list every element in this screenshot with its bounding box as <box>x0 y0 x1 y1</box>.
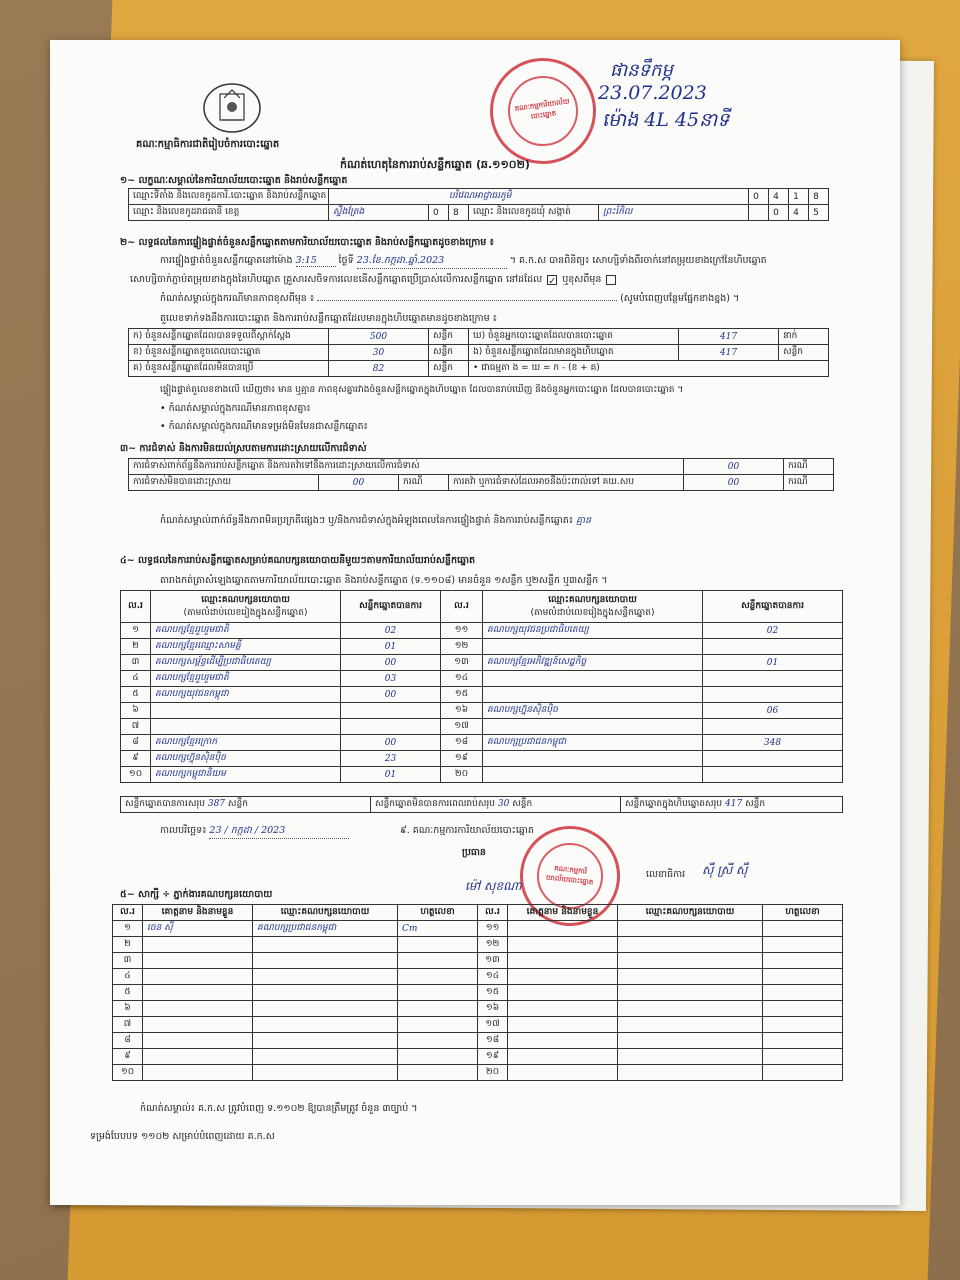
witness-col-name-left: គោត្តនាម និងនាមខ្លួន <box>143 905 253 921</box>
nec-emblem-icon <box>200 80 264 136</box>
secretary-label: លេខាធិការ <box>646 869 686 880</box>
witness-name-right <box>508 953 618 969</box>
col-party-left-sub: (តាមលំដាប់លេខរៀងក្នុងសន្លឹកឆ្នោត) <box>183 607 308 618</box>
table-row <box>121 703 843 719</box>
province-code-2: 8 <box>449 205 469 221</box>
irregularity-note <box>160 514 591 528</box>
table-row <box>113 1017 843 1033</box>
voters-value: 417 <box>679 329 779 345</box>
col-party-left-text: ឈ្មោះគណបក្សនយោបាយ <box>201 594 290 605</box>
witness-name-left <box>143 1033 253 1049</box>
province-code-1: 0 <box>429 205 449 221</box>
witness-no-left: ៥ <box>113 985 143 1001</box>
party-no-right: ១៥ <box>441 687 483 703</box>
party-name-right <box>483 639 703 655</box>
witness-col-sign-left: ហត្ថលេខា <box>398 905 478 921</box>
site-code-3: 1 <box>789 189 809 205</box>
witness-party-left <box>253 985 398 1001</box>
commune-code-1: 0 <box>769 205 789 221</box>
party-name-left: គណបក្សកម្ពុជានិយម <box>151 767 341 783</box>
org-name: គណៈកម្មាធិការជាតិរៀបចំការបោះឆ្នោត <box>136 139 280 150</box>
witness-sign-right <box>763 985 843 1001</box>
party-no-right: ១១ <box>441 623 483 639</box>
party-no-right: ១៣ <box>441 655 483 671</box>
unused-unit: សន្លឹក <box>429 361 469 377</box>
total-box-unit: សន្លឹក <box>745 799 766 809</box>
table-row <box>113 1001 843 1017</box>
witness-name-left <box>143 1049 253 1065</box>
ballot-figures-table <box>128 328 829 377</box>
party-votes-right <box>703 719 843 735</box>
verification-date: 23.ខែ.កក្កដា.ឆ្នាំ.2023 <box>357 254 507 269</box>
complaints-unit: ករណី <box>784 459 834 475</box>
witness-name-left <box>143 1017 253 1033</box>
witness-party-right <box>618 1033 763 1049</box>
witness-sign-right <box>763 953 843 969</box>
witness-name-left <box>143 937 253 953</box>
party-name-right <box>483 751 703 767</box>
table-row <box>121 687 843 703</box>
witness-name-left <box>143 1065 253 1081</box>
commune-code-2: 4 <box>789 205 809 221</box>
witness-sign-right <box>763 1033 843 1049</box>
witness-party-left: គណបក្សប្រជាជនកម្ពុជា <box>253 921 398 937</box>
voters-unit: នាក់ <box>779 329 829 345</box>
witness-party-right <box>618 1049 763 1065</box>
party-votes-right <box>703 671 843 687</box>
witness-no-right: ១១ <box>478 921 508 937</box>
figures-intro: តួលេខទាក់ទងនឹងការបោះឆ្នោត និងការរាប់សន្លឹកឆ្នោតដែលមានក្នុងហិបឆ្នោតមានដូចខាងក្រោម ៖ <box>160 313 497 324</box>
witness-party-left <box>253 969 398 985</box>
irregularity-note-value: គ្មាន <box>576 515 592 526</box>
changed-label: ឬខុសពីមុន <box>562 274 602 285</box>
party-votes-right: 01 <box>703 655 843 671</box>
witness-no-left: ៩ <box>113 1049 143 1065</box>
witness-name-right <box>508 969 618 985</box>
col-party-left <box>151 591 341 623</box>
section1-title: ១~ លក្ខណៈសម្គាល់នៃការិយាល័យបោះឆ្នោត និងរាប់សន្លឹកឆ្នោត <box>120 175 348 186</box>
witness-col-no-left: ល.រ <box>113 905 143 921</box>
table-row <box>121 751 843 767</box>
witness-no-right: ១៩ <box>478 1049 508 1065</box>
witness-no-left: ៦ <box>113 1001 143 1017</box>
party-name-left <box>151 719 341 735</box>
commune-code-0 <box>749 205 769 221</box>
witness-col-party-left: ឈ្មោះគណបក្សនយោបាយ <box>253 905 398 921</box>
official-stamp-bottom: គណៈកម្មការិយាល័យបោះឆ្នោត <box>515 821 625 931</box>
witness-party-right <box>618 1001 763 1017</box>
received-label: ក) ចំនួនសន្លឹកឆ្នោតដែលបានទទួលពីស្ដាក់ស្ដែង <box>129 329 329 345</box>
table-row <box>113 1065 843 1081</box>
nonballot-note: • កំណត់សម្គាល់ក្នុងករណីមានទម្រង់មិនមែនជាសន្លឹកឆ្នោត៖ <box>160 421 368 432</box>
table-row <box>121 623 843 639</box>
unresolved-label: ការជំទាស់មិនបានដោះស្រាយ <box>129 475 319 491</box>
witness-no-right: ១៣ <box>478 953 508 969</box>
secretary-signature: ស៊ឹ ស្រី ស៊ឹ <box>702 863 748 877</box>
in-box-label: ង) ចំនួនសន្លឹកឆ្នោតដែលមានក្នុងហិបឆ្នោត <box>469 345 679 361</box>
party-results-table <box>120 590 843 783</box>
col-party-right <box>483 591 703 623</box>
witness-sign-left <box>398 1001 478 1017</box>
total-box-cell <box>621 797 843 813</box>
total-invalid-label: សន្លឹកឆ្នោតមិនបានការពេលរាប់សរុប <box>375 799 495 809</box>
witness-party-left <box>253 1065 398 1081</box>
party-no-right: ១៩ <box>441 751 483 767</box>
table-row <box>113 985 843 1001</box>
witness-col-no-right: ល.រ <box>478 905 508 921</box>
table-row <box>113 1049 843 1065</box>
party-votes-left: 03 <box>341 671 441 687</box>
party-no-left: ២ <box>121 639 151 655</box>
table-row <box>113 937 843 953</box>
party-no-right: ១៨ <box>441 735 483 751</box>
verification-date-label: ថ្ងៃទី <box>338 255 354 266</box>
figures-row <box>129 329 829 345</box>
province-value: ស្ទឹងត្រែង <box>329 205 429 221</box>
complaints-label: ការជំទាស់ពាក់ព័ន្ធនឹងការរាប់សន្លឹកឆ្នោត និងការតវ៉ាទៅនឹងការដោះស្រាយលើការជំទាស់ <box>129 459 684 475</box>
witness-sign-left <box>398 937 478 953</box>
witness-no-right: ១៦ <box>478 1001 508 1017</box>
signing-date-value: 23 / កក្កដា / 2023 <box>209 824 349 839</box>
site-value: បរិវេណអាជ្ញាធរភូមិ <box>329 189 749 205</box>
unresolved-unit: ករណី <box>399 475 449 491</box>
witness-name-left <box>143 1001 253 1017</box>
verification-line <box>160 254 767 269</box>
form-reference: ទម្រង់បែបបទ ១១០២ សម្រាប់បំពេញដោយ គ.ក.ស <box>90 1131 275 1142</box>
party-votes-left: 01 <box>341 767 441 783</box>
site-label: ឈ្មោះទីតាំង និងលេខកូដការិ.បោះឆ្នោត និងរាប់សន្លឹកឆ្នោត <box>129 189 329 205</box>
witness-party-right <box>618 953 763 969</box>
witness-col-party-right: ឈ្មោះគណបក្សនយោបាយ <box>618 905 763 921</box>
party-name-right: គណបក្សហ្វ៊ុនស៊ិនប៉ិច <box>483 703 703 719</box>
complaints-table <box>128 458 834 491</box>
witness-sign-left <box>398 1065 478 1081</box>
witness-sign-left <box>398 1017 478 1033</box>
party-no-right: ១៤ <box>441 671 483 687</box>
party-votes-right: 348 <box>703 735 843 751</box>
handwritten-received: ផានទឹកម្ភ <box>610 60 673 81</box>
irregularity-note-label: កំណត់សម្គាល់ពាក់ព័ន្ធនឹងភាពមិនប្រក្រតីផ្សេងៗ ឬ/និងការជំទាស់ក្នុងអំឡុងពេលនៃការផ្ទៀងផ្ទាត់ និងការរាប់សន្លឹកឆ្នោត៖ <box>160 515 573 526</box>
witness-party-left <box>253 1033 398 1049</box>
total-invalid-cell <box>371 797 621 813</box>
table-row <box>113 969 843 985</box>
party-no-right: ១២ <box>441 639 483 655</box>
document-page <box>50 40 900 1205</box>
witness-no-right: ១២ <box>478 937 508 953</box>
witness-sign-right <box>763 1049 843 1065</box>
witness-no-left: ១ <box>113 921 143 937</box>
party-votes-left: 02 <box>341 623 441 639</box>
total-invalid-value: 30 <box>497 799 510 809</box>
witness-body <box>113 921 843 1081</box>
party-name-left: គណបក្សខ្មែររួបរួមជាតិ <box>151 623 341 639</box>
party-votes-right <box>703 767 843 783</box>
party-votes-right <box>703 687 843 703</box>
party-name-left: គណបក្សខ្មែររួបរួមជាតិ <box>151 671 341 687</box>
witness-sign-left <box>398 985 478 1001</box>
table-row <box>121 719 843 735</box>
signing-date-label: កាលបរិច្ឆេទ៖ <box>160 825 207 836</box>
chair-signature: ម៉ៅ សុខណា <box>465 879 522 893</box>
party-votes-left <box>341 719 441 735</box>
witness-sign-right <box>763 1017 843 1033</box>
witness-no-left: ៧ <box>113 1017 143 1033</box>
received-value: 500 <box>329 329 429 345</box>
commune-code-3: 5 <box>809 205 829 221</box>
official-stamp-top: គណៈកម្មការិយាល័យបោះឆ្នោត <box>483 51 603 171</box>
party-votes-left <box>341 703 441 719</box>
witness-sign-right <box>763 1001 843 1017</box>
party-name-left: គណបក្សយុវជនកម្ពុជា <box>151 687 341 703</box>
seal-line <box>130 273 618 287</box>
footer-note: កំណត់សម្គាល់៖ គ.ក.ស ត្រូវបំពេញ ទ.១១០២ ឱ្យបានត្រឹមត្រូវ ចំនួន ៣ច្បាប់ ។ <box>140 1103 418 1114</box>
party-no-right: ១៦ <box>441 703 483 719</box>
party-name-right <box>483 719 703 735</box>
party-no-left: ៤ <box>121 671 151 687</box>
witness-name-right <box>508 1049 618 1065</box>
witness-no-right: ១៨ <box>478 1033 508 1049</box>
witness-sign-right <box>763 937 843 953</box>
commune-label: ឈ្មោះ និងលេខកូដឃុំ សង្កាត់ <box>469 205 599 221</box>
party-name-right: គណបក្សប្រជាជនកម្ពុជា <box>483 735 703 751</box>
party-name-right <box>483 671 703 687</box>
witness-name-right <box>508 937 618 953</box>
party-votes-left: 00 <box>341 687 441 703</box>
appeals-value: 00 <box>684 475 784 491</box>
handwritten-date: 23.07.2023 <box>598 82 707 104</box>
party-no-left: ១ <box>121 623 151 639</box>
witness-no-right: ២០ <box>478 1065 508 1081</box>
witness-no-left: ៤ <box>113 969 143 985</box>
party-name-left: គណបក្សសម្ព័ន្ធដើម្បីប្រជាធិបតេយ្យ <box>151 655 341 671</box>
appeals-label: ការតវ៉ា ឬការជំទាស់ដែលអាចនឹងប៉ះពាល់ទៅ គឃ.សប <box>449 475 684 491</box>
party-no-left: ៥ <box>121 687 151 703</box>
party-no-left: ១០ <box>121 767 151 783</box>
witness-no-left: ៣ <box>113 953 143 969</box>
witness-party-left <box>253 937 398 953</box>
in-box-unit: សន្លឹក <box>779 345 829 361</box>
col-no-right: ល.រ <box>441 591 483 623</box>
witness-name-right <box>508 1033 618 1049</box>
col-party-right-text: ឈ្មោះគណបក្សនយោបាយ <box>548 594 637 605</box>
table-row <box>121 655 843 671</box>
witness-party-right <box>618 921 763 937</box>
col-votes-left: សន្លឹកឆ្នោតបានការ <box>341 591 441 623</box>
table-row <box>121 639 843 655</box>
witness-name-right <box>508 1065 618 1081</box>
section3-title: ៣~ ការជំទាស់ និងការមិនយល់ស្របតាមការដោះស្រាយលើការជំទាស់ <box>120 443 367 454</box>
diff-note: • កំណត់សម្គាល់ក្នុងករណីមានភាពខុសគ្នា៖ <box>160 403 311 414</box>
seal-text: សោហ្សិចាក់ភ្ជាប់តម្រុយខាងក្នុងនៃហិបឆ្នោត គ្រួសារសចិទការលេខនើសន្លឹកឆ្នោតប្រើប្រាស់លើការសន្លឹកឆ្នោត នៅដដែល <box>130 274 543 285</box>
witness-no-left: ១០ <box>113 1065 143 1081</box>
commune-value: ព្រះរំកិល <box>599 205 749 221</box>
spoiled-label: ខ) ចំនួនសន្លឹកឆ្នោតខូចពេលបោះឆ្នោត <box>129 345 329 361</box>
party-votes-right <box>703 639 843 655</box>
party-votes-left: 00 <box>341 735 441 751</box>
received-unit: សន្លឹក <box>429 329 469 345</box>
witness-col-sign-right: ហត្ថលេខា <box>763 905 843 921</box>
witness-table <box>112 904 843 1081</box>
table-row <box>121 735 843 751</box>
signatures-heading: ៩. គណៈកម្មការការិយាល័យបោះឆ្នោត <box>400 825 534 836</box>
table-row <box>113 1033 843 1049</box>
voters-label: ឃ) ចំនួនអ្នកបោះឆ្នោតដែលបានបោះឆ្នោត <box>469 329 679 345</box>
results-body <box>121 623 843 783</box>
totals-table <box>120 796 843 813</box>
witness-no-left: ២ <box>113 937 143 953</box>
verification-time: 3:15 <box>296 255 336 267</box>
party-votes-right <box>703 751 843 767</box>
total-valid-cell <box>121 797 371 813</box>
party-name-right: គណបក្សយុវជនប្រជាធិបតេយ្យ <box>483 623 703 639</box>
total-box-value: 417 <box>725 799 743 809</box>
witness-sign-right <box>763 1065 843 1081</box>
witness-name-right <box>508 921 618 937</box>
site-code-1: 0 <box>749 189 769 205</box>
handwritten-time: ម៉ោង 4L 45នាទី <box>602 109 730 131</box>
party-votes-left: 00 <box>341 655 441 671</box>
changed-checkbox[interactable] <box>606 275 616 285</box>
witness-name-right <box>508 985 618 1001</box>
witness-party-left <box>253 953 398 969</box>
witness-party-right <box>618 937 763 953</box>
section2-title: ២~ លទ្ធផលនៃការផ្ទៀងផ្ទាត់ចំនួនសន្លឹកឆ្នោតតាមការិយាល័យបោះឆ្នោត និងរាប់សន្លឹកឆ្នោតដូចខាងក្រោម ៖ <box>120 237 494 248</box>
party-no-left: ៣ <box>121 655 151 671</box>
party-votes-left: 23 <box>341 751 441 767</box>
witness-party-right <box>618 969 763 985</box>
unused-label: គ) ចំនួនសន្លឹកឆ្នោតដែលមិនបានប្រើ <box>129 361 329 377</box>
witness-party-right <box>618 985 763 1001</box>
unused-value: 82 <box>329 361 429 377</box>
witness-sign-right <box>763 921 843 937</box>
table-row <box>113 921 843 937</box>
party-name-left: គណបក្សខ្មែរឈ្មោះសាមគ្គី <box>151 639 341 655</box>
comparison-line: ផ្ទៀងផ្ទាត់តួលេខខាងលើ ឃើញថា៖ មាន ឬគ្មាន ភាពខុសគ្នារវាងចំនួនសន្លឹកឆ្នោតក្នុងហិបឆ្នោត ដែលបានរាប់ឃើញ និងចំនួនអ្នកបោះឆ្នោត ដែលបានបោះឆ្នោត ។ <box>160 385 684 395</box>
witness-no-right: ១៥ <box>478 985 508 1001</box>
witness-sign-right <box>763 969 843 985</box>
witness-sign-left: Cm <box>398 921 478 937</box>
total-valid-label: សន្លឹកឆ្នោតបានការសរុប <box>125 799 205 809</box>
witness-sign-left <box>398 1033 478 1049</box>
total-invalid-unit: សន្លឹក <box>512 799 533 809</box>
party-votes-right: 06 <box>703 703 843 719</box>
party-name-right <box>483 767 703 783</box>
party-name-left: គណបក្សខ្មែរក្រោក <box>151 735 341 751</box>
party-name-right <box>483 687 703 703</box>
party-no-left: ៨ <box>121 735 151 751</box>
witness-sign-left <box>398 953 478 969</box>
signing-date <box>160 824 349 839</box>
party-no-right: ១៧ <box>441 719 483 735</box>
difference-note-line <box>160 292 860 306</box>
total-valid-unit: សន្លឹក <box>227 799 248 809</box>
form-title: កំណត់ហេតុនៃការរាប់សន្លឹកឆ្នោត (ឆ.១១០២) <box>340 158 530 171</box>
province-label: ឈ្មោះ និងលេខកូដរាជធានី ខេត្ត <box>129 205 329 221</box>
party-no-right: ២០ <box>441 767 483 783</box>
table-row <box>121 767 843 783</box>
table-row <box>121 671 843 687</box>
witness-name-right <box>508 1001 618 1017</box>
witness-no-right: ១៤ <box>478 969 508 985</box>
spoiled-unit: សន្លឹក <box>429 345 469 361</box>
site-code-2: 4 <box>769 189 789 205</box>
witness-sign-left <box>398 1049 478 1065</box>
witness-name-left <box>143 969 253 985</box>
figures-row <box>129 345 829 361</box>
witness-sign-left <box>398 969 478 985</box>
party-name-right: គណបក្សខ្មែរអភិវឌ្ឍន៍សេដ្ឋកិច្ច <box>483 655 703 671</box>
unchanged-checkbox[interactable]: ✓ <box>548 275 557 287</box>
total-box-label: សន្លឹកឆ្នោតក្នុងហិបឆ្នោតសរុប <box>625 799 723 809</box>
witness-party-left <box>253 1017 398 1033</box>
appeals-unit: ករណី <box>784 475 834 491</box>
col-no-left: ល.រ <box>121 591 151 623</box>
in-box-value: 417 <box>679 345 779 361</box>
total-valid-value: 387 <box>207 799 226 809</box>
col-votes-right: សន្លឹកឆ្នោតបានការ <box>703 591 843 623</box>
tally-sheet-note: តារាងកត់ត្រាសំឡេងឆ្នោតតាមការិយាល័យបោះឆ្នោត និងរាប់សន្លឹកឆ្នោត (ទ.១១០៨) មានចំនួន ១សន្លឹក ឬ២សន្លឹក ឬ៣សន្លឹក ។ <box>160 575 608 586</box>
witness-name-left <box>143 985 253 1001</box>
complaints-value: 00 <box>684 459 784 475</box>
party-no-left: ៩ <box>121 751 151 767</box>
witness-party-right <box>618 1065 763 1081</box>
verification-line-end: ។ គ.ក.ស បានពិនិត្យ៖ សោហ្សិទាំងពីរចាក់នៅតម្រុយខាងក្រៅនៃហិបឆ្នោត <box>509 255 767 266</box>
witness-no-left: ៨ <box>113 1033 143 1049</box>
witness-party-right <box>618 1017 763 1033</box>
unresolved-value: 00 <box>319 475 399 491</box>
party-name-left: គណបក្សហ៊្វុនស៊ិនប៉ិច <box>151 751 341 767</box>
party-no-left: ៧ <box>121 719 151 735</box>
verification-time-label: ការផ្ទៀងផ្ទាត់ចំនួនសន្លឹកឆ្នោតនៅម៉ោង <box>160 255 293 266</box>
party-name-left <box>151 703 341 719</box>
witness-col-name-right: គោត្តនាម និងនាមខ្លួន <box>508 905 618 921</box>
witness-party-left <box>253 1049 398 1065</box>
fill-hint: (សូមបំពេញបន្ថែមផ្នែកខាងខ្នង) ។ <box>620 293 740 304</box>
col-party-right-sub: (តាមលំដាប់លេខរៀងក្នុងសន្លឹកឆ្នោត) <box>530 607 655 618</box>
table-row <box>113 953 843 969</box>
chair-label: ប្រធាន <box>462 847 486 858</box>
section4-title: ៤~ លទ្ធផលនៃការរាប់សន្លឹកឆ្នោតសម្រាប់គណបក្សនយោបាយនីមួយៗតាមការិយាល័យរាប់សន្លឹកឆ្នោត <box>120 555 476 566</box>
figures-row <box>129 361 829 377</box>
witness-no-right: ១៧ <box>478 1017 508 1033</box>
witness-party-left <box>253 1001 398 1017</box>
site-code-4: 8 <box>809 189 829 205</box>
witness-name-left: ចេន ស៊ី <box>143 921 253 937</box>
section1-table <box>128 188 829 221</box>
party-votes-right: 02 <box>703 623 843 639</box>
spoiled-value: 30 <box>329 345 429 361</box>
formula: • ជាធម្មតា ង = ឃ = ក - (ខ + គ) <box>469 361 829 377</box>
party-votes-left: 01 <box>341 639 441 655</box>
section5-title: ៥~ សាក្សី ÷ ភ្នាក់ងារគណបក្សនយោបាយ <box>120 889 273 900</box>
witness-name-left <box>143 953 253 969</box>
witness-name-right <box>508 1017 618 1033</box>
difference-note-label: កំណត់សម្គាល់ក្នុងករណីមានភាពខុសពីមុន ៖ <box>160 293 315 304</box>
party-no-left: ៦ <box>121 703 151 719</box>
